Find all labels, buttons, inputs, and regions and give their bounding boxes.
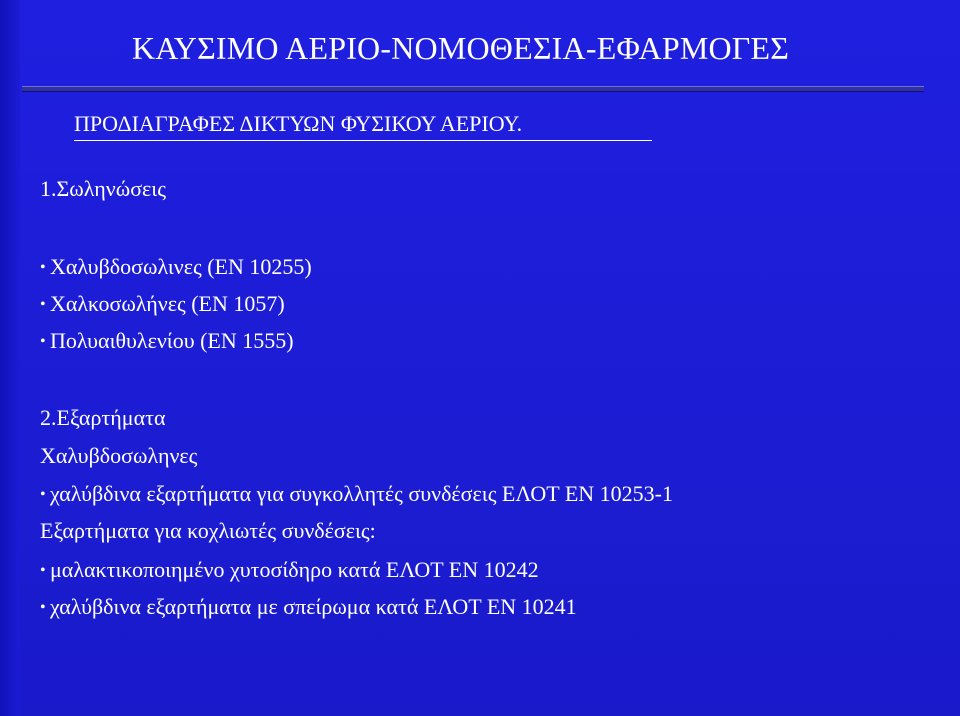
- pipe-item-polyethylene-label: Πολυαιθυλενίου (EN 1555): [50, 328, 294, 353]
- fitting-item-welded-label: χαλύβδινα εξαρτήματα για συγκολλητές συνδέσεις ΕΛΟΤ ΕΝ 10253-1: [50, 481, 673, 506]
- section-2-subheading-steel: Χαλυβδοσωληνες: [40, 443, 198, 468]
- section-2-subheading-threaded: Εξαρτήματα για κοχλιωτές συνδέσεις:: [40, 518, 376, 543]
- section-2-heading: 2.Εξαρτήματα: [40, 405, 166, 430]
- subtitle-underline: [74, 140, 652, 141]
- bullet-icon: •: [40, 486, 46, 503]
- bullet-icon: •: [40, 562, 46, 579]
- fitting-item-welded: [40, 481, 673, 507]
- bullet-icon: •: [40, 599, 46, 616]
- pipe-item-copper: [40, 291, 285, 317]
- section-1-heading: 1.Σωληνώσεις: [40, 176, 166, 201]
- pipe-item-steel: [40, 254, 312, 280]
- left-accent-band: [0, 0, 20, 716]
- slide-subtitle: ΠΡΟΔΙΑΓΡΑΦΕΣ ΔΙΚΤΥΩΝ ΦΥΣΙΚΟΥ ΑΕΡΙΟΥ.: [74, 111, 523, 136]
- fitting-item-threaded-steel: [40, 594, 577, 620]
- slide-title: ΚΑΥΣΙΜΟ ΑΕΡΙΟ-ΝΟΜΟΘΕΣΙΑ-ΕΦΑΡΜΟΓΕΣ: [132, 30, 790, 66]
- fitting-item-malleable-iron-label: μαλακτικοποιημένο χυτοσίδηρο κατά ΕΛΟΤ ΕΝ 10242: [50, 557, 539, 582]
- pipe-item-steel-label: Χαλυβδοσωλινες (EN 10255): [50, 254, 312, 279]
- fitting-item-threaded-steel-label: χαλύβδινα εξαρτήματα με σπείρωμα κατά ΕΛΟΤ ΕΝ 10241: [50, 594, 577, 619]
- title-divider: [22, 86, 924, 92]
- bullet-icon: •: [40, 296, 46, 313]
- fitting-item-malleable-iron: [40, 557, 539, 583]
- pipe-item-copper-label: Χαλκοσωλήνες (EN 1057): [50, 291, 285, 316]
- pipe-item-polyethylene: [40, 328, 294, 354]
- bullet-icon: •: [40, 259, 46, 276]
- bullet-icon: •: [40, 333, 46, 350]
